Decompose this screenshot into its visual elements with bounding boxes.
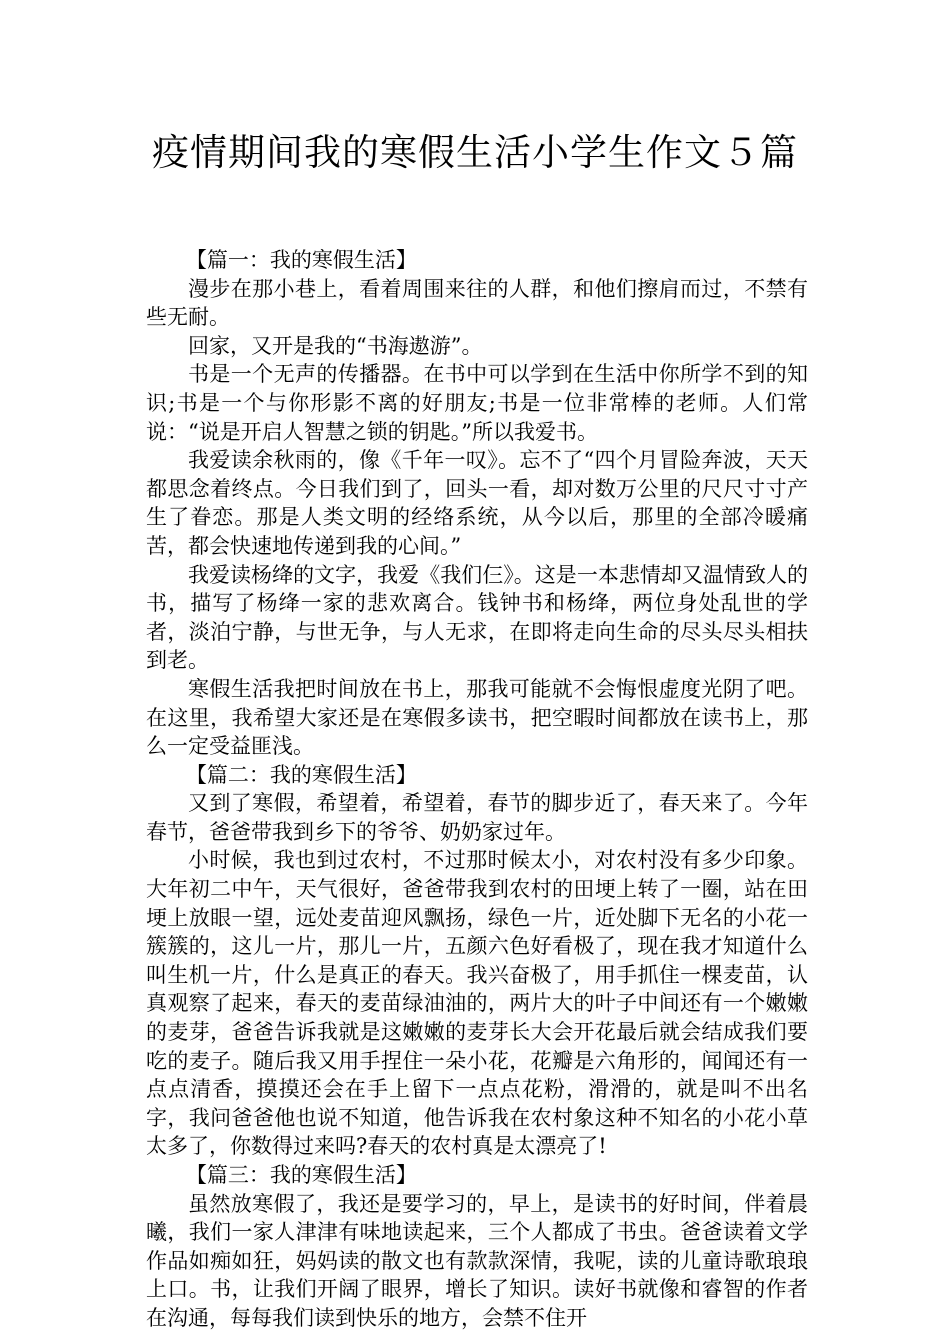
paragraph: 我爱读杨绛的文字，我爱《我们仨》。这是一本悲情却又温情致人的书，描写了杨绛一家的悲欢离合。钱钟书和杨绛，两位身处乱世的学者，淡泊宁静，与世无争，与人无求，在即将走向生命的尽头尽头相扶到老。 xyxy=(146,562,808,673)
paragraph: 漫步在那小巷上，看着周围来往的人群，和他们擦肩而过，不禁有些无耐。 xyxy=(146,276,808,330)
document-title: 疫情期间我的寒假生活小学生作文５篇 xyxy=(152,131,798,174)
paragraph: 寒假生活我把时间放在书上，那我可能就不会悔恨虚度光阴了吧。在这里，我希望大家还是在寒假多读书，把空暇时间都放在读书上，那么一定受益匪浅。 xyxy=(146,676,808,759)
section-heading: 【篇三：我的寒假生活】 xyxy=(185,1163,417,1187)
paragraph: 又到了寒假，希望着，希望着，春节的脚步近了，春天来了。今年春节，爸爸带我到乡下的爷爷、奶奶家过年。 xyxy=(146,791,808,844)
paragraph: 回家，又开是我的“书海遨游”。 xyxy=(188,333,483,358)
paragraph: 我爱读余秋雨的，像《千年一叹》。忘不了“四个月冒险奔波，天天都思念着终点。今日我们到了，回头一看，却对数万公里的尺尺寸寸产生了眷恋。那是人类文明的经络系统，从今以后，那里的全部冷暖痛苦，都会快速地传递到我的心间。” xyxy=(146,448,808,558)
document-body xyxy=(146,246,808,1333)
section-heading: 【篇一：我的寒假生活】 xyxy=(185,248,417,272)
paragraph: 书是一个无声的传播器。在书中可以学到在生活中你所学不到的知识;书是一个与你形影不离的好朋友;书是一位非常棒的老师。人们常说：“说是开启人智慧之锁的钥匙。”所以我爱书。 xyxy=(146,362,808,444)
paragraph: 虽然放寒假了，我还是要学习的，早上，是读书的好时间，伴着晨曦，我们一家人津津有味地读起来，三个人都成了书虫。爸爸读着文学作品如痴如狂，妈妈读的散文也有款款深情，我呢，读的儿童诗歌琅琅上口。书，让我们开阔了眼界，增长了知识。读好书就像和睿智的作者在沟通，每每我们读到快乐的地方，会禁不住开 xyxy=(146,1191,808,1330)
section-heading: 【篇二：我的寒假生活】 xyxy=(185,762,417,787)
paragraph: 小时候，我也到过农村，不过那时候太小，对农村没有多少印象。大年初二中午，天气很好，爸爸带我到农村的田埂上转了一圈，站在田埂上放眼一望，远处麦苗迎风飘扬，绿色一片，近处脚下无名的小花一簇簇的，这儿一片，那儿一片，五颜六色好看极了，现在我才知道什么叫生机一片，什么是真正的春天。我兴奋极了，用手抓住一棵麦苗，认真观察了起来，春天的麦苗绿油油的，两片大的叶子中间还有一个嫩嫩的麦芽，爸爸告诉我就是这嫩嫩的麦芽长大会开花最后就会结成我们要吃的麦子。随后我又用手捏住一朵小花，花瓣是六角形的，闻闻还有一点点清香，摸摸还会在手上留下一点点花粉，滑滑的，就是叫不出名字，我问爸爸他也说不知道，他告诉我在农村象这种不知名的小花小草太多了，你数得过来吗?春天的农村真是太漂亮了! xyxy=(146,848,808,1159)
